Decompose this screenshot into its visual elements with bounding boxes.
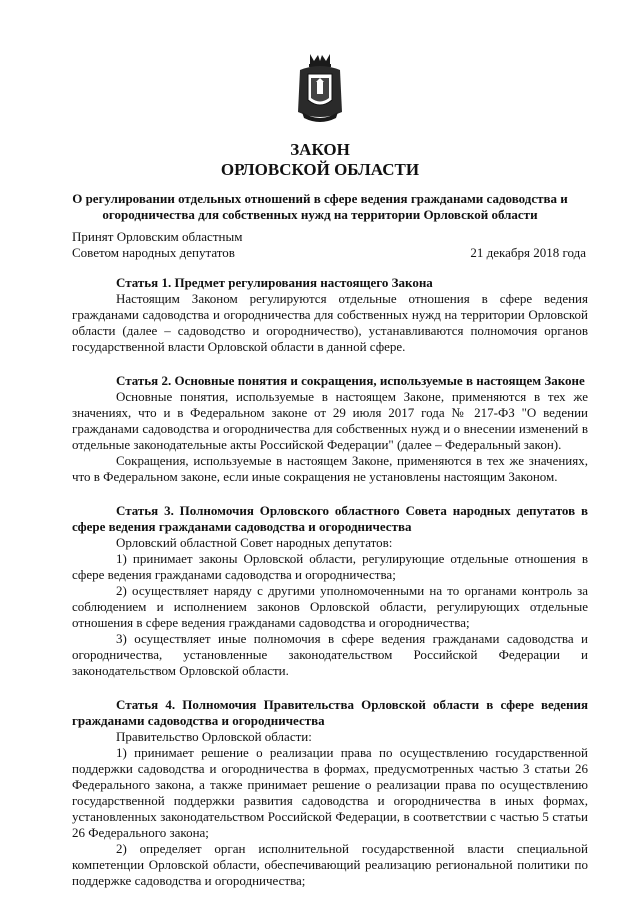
document-body (72, 275, 588, 889)
article-4-item: 2) определяет орган исполнительной государственной власти специальной компетенции Орловской области, обеспечивающий реализацию региональной политики по поддержке садоводства и огородничества; (72, 841, 588, 888)
article-3-item: 3) осуществляет иные полномочия в сфере ведения гражданами садоводства и огородничества, установленные законодательством Российской Федерации и законодательством Орловской области. (72, 631, 588, 678)
article-1-heading: Статья 1. Предмет регулирования настоящего Закона (116, 275, 433, 290)
adoption-date: 21 декабря 2018 года (470, 245, 586, 260)
article-3-item: 2) осуществляет наряду с другими уполномоченными на то органами контроль за соблюдением и исполнением законов Орловской области, регулирующих отдельные отношения в сфере ведения гражданами садоводства и огородничества; (72, 583, 588, 630)
article-4-item: 1) принимает решение о реализации права по осуществлению государственной поддержки садоводства и огородничества в формах, предусмотренных частью 3 статьи 26 Федерального закона, а также принимает решение о реализации права по осуществлению государственной поддержки развития садоводства и огородничества в иных формах, установленных законодательством Российской Федерации, в соответствии с частью 5 статьи 26 Федерального закона; (72, 745, 588, 840)
article-2-paragraph: Сокращения, используемые в настоящем Законе, применяются в тех же значениях, что в Федеральном законе, если иные сокращения не установлены настоящим Законом. (72, 453, 588, 484)
article-2-paragraph: Основные понятия, используемые в настоящем Законе, применяются в тех же значениях, что и в Федеральном законе от 29 июля 2017 года № 217-ФЗ "О ведении гражданами садоводства и огородничества для собственных нужд и о внесении изменений в отдельные законодательные акты Российской Федерации" (далее – Федеральный закон). (72, 389, 588, 452)
doc-region-title: ОРЛОВСКОЙ ОБЛАСТИ (220, 160, 420, 179)
article-3-paragraph: Орловский областной Совет народных депутатов: (116, 535, 393, 550)
adopted-line-2: Советом народных депутатов (72, 245, 235, 260)
coat-of-arms-emblem (296, 52, 344, 124)
adopted-line-1: Принят Орловским областным (72, 229, 243, 244)
document-subtitle: О регулировании отдельных отношений в сфере ведения гражданами садоводства и огородничества для собственных нужд на территории Орловской области (72, 191, 568, 222)
article-1-paragraph: Настоящим Законом регулируются отдельные отношения в сфере ведения гражданами садоводства и огородничества для собственных нужд на территории Орловской области (далее – садоводство и огородничество), устанавливаются полномочия органов государственной власти Орловской области в данной сфере. (72, 291, 588, 354)
article-3-heading: Статья 3. Полномочия Орловского областного Совета народных депутатов в сфере ведения гражданами садоводства и огородничества (72, 503, 588, 534)
article-4-heading: Статья 4. Полномочия Правительства Орловской области в сфере ведения гражданами садоводства и огородничества (72, 697, 588, 728)
doc-type-title: ЗАКОН (290, 140, 350, 159)
article-2-heading: Статья 2. Основные понятия и сокращения, используемые в настоящем Законе (116, 373, 585, 388)
article-4-paragraph: Правительство Орловской области: (116, 729, 312, 744)
article-3-item: 1) принимает законы Орловской области, регулирующие отдельные отношения в сфере ведения гражданами садоводства и огородничества; (72, 551, 588, 582)
adopted-by-block (72, 229, 372, 261)
